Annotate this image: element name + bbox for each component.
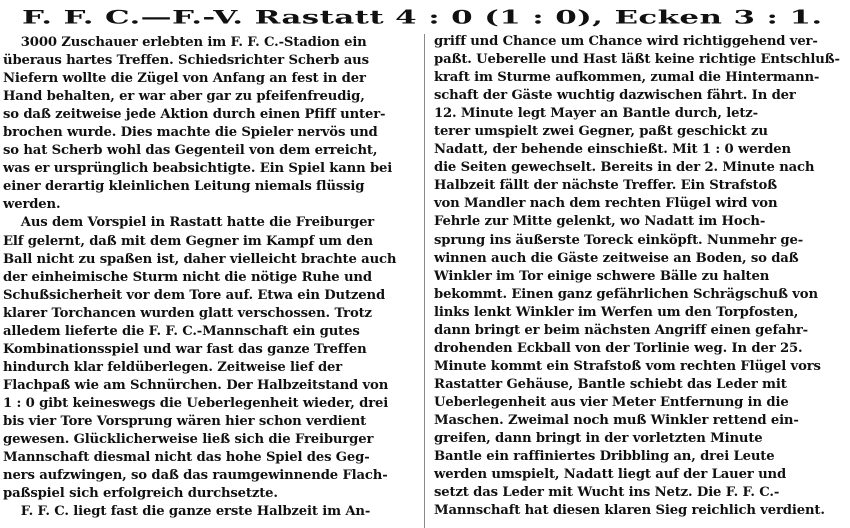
text-line: Flachpaß wie am Schnürchen. Der Halbzeitstand von <box>3 377 389 393</box>
text-line: setzt das Leder mit Wucht ins Netz. Die F. F. C.- <box>434 485 780 501</box>
text-line: Kombinationsspiel und war fast das ganze Treffen <box>3 341 367 357</box>
text-line: so daß zeitweise jede Aktion durch einen Pfiff unter- <box>3 107 386 123</box>
text-line: alledem lieferte die F. F. C.-Mannschaft ein gutes <box>3 323 360 339</box>
text-line: dann bringt er beim nächsten Angriff einen gefahr- <box>434 322 808 338</box>
text-line: F. F. C. liegt fast die ganze erste Halbzeit im An- <box>3 504 371 520</box>
text-line: Minute kommt ein Strafstoß vom rechten Flügel vors <box>434 358 821 374</box>
text-line: Aus dem Vorspiel in Rastatt hatte die Freiburger <box>3 215 375 231</box>
text-line: Bantle ein raffiniertes Dribbling an, drei Leute <box>434 449 775 465</box>
text-line: von Mandler nach dem rechten Flügel wird von <box>434 196 778 212</box>
text-line: einer derartig kleinlichen Leitung niemals flüssig <box>3 179 365 195</box>
text-line: werden. <box>3 197 61 213</box>
text-line: 1 : 0 gibt keineswegs die Ueberlegenheit wieder, drei <box>3 395 389 411</box>
text-line: griff und Chance um Chance wird richtiggehend ver- <box>434 34 818 49</box>
text-line: so hat Scherb wohl das Gegenteil von dem erreicht, <box>3 143 378 159</box>
text-line: brochen wurde. Dies machte die Spieler nervös und <box>3 125 378 141</box>
text-line: winnen auch die Gäste zeitweise an Boden, so daß <box>434 250 799 266</box>
column-divider <box>424 34 425 528</box>
text-line: kraft im Sturme aufkommen, zumal die Hintermann- <box>434 70 820 86</box>
text-line: 12. Minute legt Mayer an Bantle durch, letz- <box>434 106 758 122</box>
text-line: Rastatter Gehäuse, Bantle schiebt das Leder mit <box>434 376 787 392</box>
text-line: greifen, dann bringt in der vorletzten Minute <box>434 431 763 447</box>
text-line: werden umspielt, Nadatt liegt auf der Lauer und <box>434 467 787 483</box>
text-line: sprung ins äußerste Toreck einköpft. Nunmehr ge- <box>434 232 804 248</box>
text-line: bekommt. Einen ganz gefährlichen Schrägschuß von <box>434 286 818 302</box>
text-line: überaus hartes Treffen. Schiedsrichter Scherb aus <box>3 53 369 69</box>
text-line: hindurch klar feldüberlegen. Zeitweise lief der <box>3 359 343 375</box>
text-line: Halbzeit fällt der nächste Treffer. Ein Strafstoß <box>434 178 777 194</box>
text-line: Nadatt, der behende einschießt. Mit 1 : 0 werden <box>434 142 791 158</box>
text-line: Niefern wollte die Zügel von Anfang an fest in der <box>3 71 366 87</box>
article-headline: F. F. C.—F.-V. Rastatt 4 : 0 (1 : 0), Ecken 3 : 1. <box>22 6 823 28</box>
text-line: was er ursprünglich beabsichtigte. Ein Spiel kann bei <box>3 161 393 177</box>
text-line: ners aufzwingen, so daß das raumgewinnende Flach- <box>3 468 388 484</box>
text-line: die Seiten gewechselt. Bereits in der 2. Minute nach <box>434 160 815 176</box>
text-line: Schußsicherheit vor dem Tore auf. Etwa ein Dutzend <box>3 287 386 303</box>
text-line: Winkler im Tor einige schwere Bälle zu halten <box>434 268 770 284</box>
text-line: Mannschaft diesmal nicht das hohe Spiel des Geg- <box>3 450 370 466</box>
text-line: Ball nicht zu spaßen ist, daher vielleicht brachte auch <box>3 251 397 267</box>
text-line: schaft der Gäste wuchtig dazwischen fährt. In der <box>434 88 796 104</box>
text-line: bis vier Tore Vorsprung wären hier schon verdient <box>3 413 367 429</box>
text-line: der einheimische Sturm nicht die nötige Ruhe und <box>3 269 372 285</box>
text-line: Mannschaft hat diesen klaren Sieg reichlich verdient. <box>434 503 825 519</box>
text-line: paßt. Ueberelle und Hast läßt keine richtige Entschluß- <box>434 52 840 68</box>
text-line: gewesen. Glücklicherweise ließ sich die Freiburger <box>3 432 374 448</box>
text-line: paßspiel sich erfolgreich durchsetzte. <box>3 486 278 502</box>
text-line: terer umspielt zwei Gegner, paßt geschickt zu <box>434 124 768 140</box>
text-line: drohenden Eckball von der Torlinie weg. In der 25. <box>434 340 803 356</box>
article-column-right <box>434 33 846 520</box>
text-line: links lenkt Winkler im Werfen um den Torpfosten, <box>434 304 799 320</box>
text-line: klarer Torchancen wurden glatt verschossen. Trotz <box>3 305 372 321</box>
text-line: Fehrle zur Mitte gelenkt, wo Nadatt im Hoch- <box>434 214 766 230</box>
text-line: 3000 Zuschauer erlebten im F. F. C.-Stadion ein <box>3 35 367 50</box>
text-line: Elf gelernt, daß mit dem Gegner im Kampf um den <box>3 233 373 249</box>
text-line: Hand behalten, er war aber gar zu pfeifenfreudig, <box>3 89 365 105</box>
text-line: Maschen. Zweimal noch muß Winkler rettend ein- <box>434 412 799 428</box>
article-column-left <box>3 34 416 521</box>
text-line: Ueberlegenheit aus vier Meter Entfernung in die <box>434 394 789 410</box>
